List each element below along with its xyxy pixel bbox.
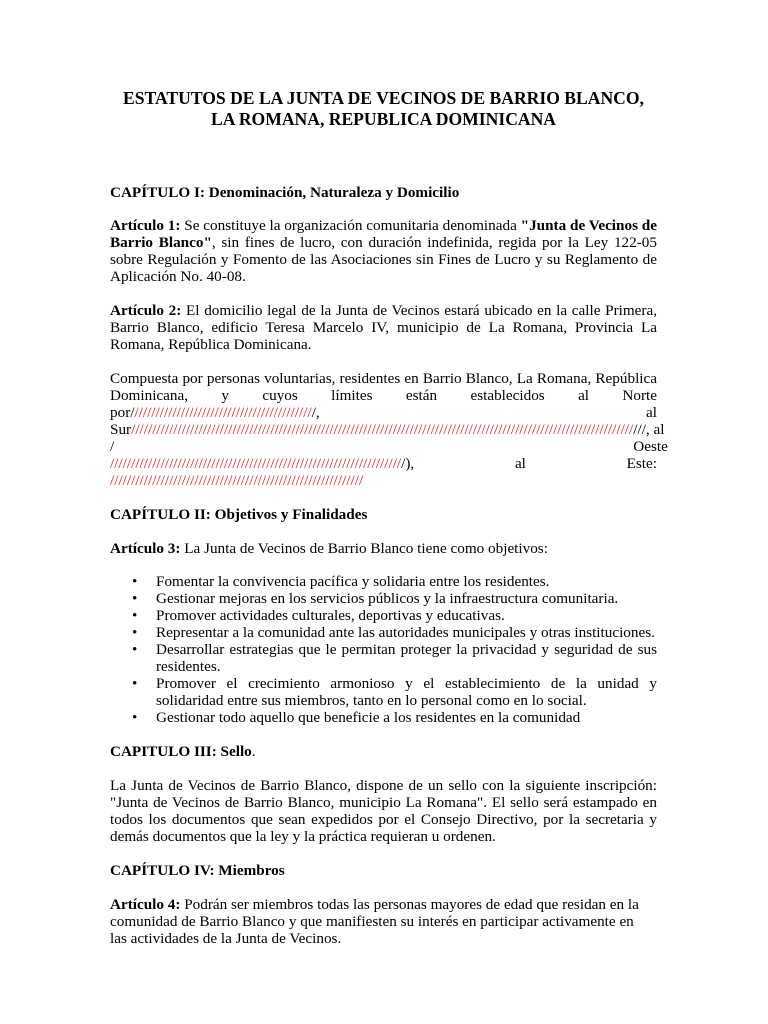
article-3-text: La Junta de Vecinos de Barrio Blanco tiene como objetivos: [180, 540, 548, 557]
document-body [110, 88, 668, 947]
sur-redacted: /////////////////////////////////////////////////////////////////////////////////////////////////////////////////////// [131, 421, 634, 438]
limits-sur-label: Sur / [110, 421, 132, 455]
article-1-text-b: , sin fines de lucro, con duración indefinida, regida por la Ley 122-05 sobre Regulación y Fomento de las Asociaciones sin Fines de Lucro y su Reglamento de Aplicación No. 40-08. [110, 234, 657, 285]
limits-al-2: al [514, 455, 526, 472]
sur-tail: ///, al Oeste [633, 421, 668, 455]
chapter-4-heading: CAPÍTULO IV: Miembros [110, 862, 285, 879]
title-line-1: ESTATUTOS DE LA JUNTA DE VECINOS DE BARRIO BLANCO, [123, 88, 644, 108]
article-1-text-a: Se constituye la organización comunitaria denominada [180, 217, 521, 234]
este-redacted: //////////////////////////////////////////////////////////// [110, 472, 364, 489]
limits-norte-line [110, 404, 657, 421]
oeste-tail: /), [401, 455, 415, 472]
title-line-2: LA ROMANA, REPUBLICA DOMINICANA [210, 109, 557, 129]
chapter-2-heading: CAPÍTULO II: Objetivos y Finalidades [110, 506, 368, 523]
article-1-label: Artículo 1: [110, 217, 181, 234]
chapter-3-text: La Junta de Vecinos de Barrio Blanco, dispone de un sello con la siguiente inscripción: "Junta de Vecinos de Barrio Blanco, municipio La Romana". El sello será estampado en todos los documentos que sean expedidos por el Consejo Directivo, por la secretaria y demás documentos que la ley y la práctica requieran u ordenen. [110, 777, 657, 845]
list-item: • Desarrollar estrategias que le permitan proteger la privacidad y seguridad de sus residentes. [156, 641, 657, 675]
article-4-label: Artículo 4: [110, 896, 181, 913]
limits-al-1: al [646, 404, 657, 421]
norte-tail: /, [311, 404, 320, 421]
document-title [90, 88, 677, 130]
limits-este: Este: [626, 455, 657, 472]
article-3 [110, 540, 657, 557]
chapter-3-heading-period: . [251, 743, 256, 760]
article-2-label: Artículo 2: [110, 302, 182, 319]
list-item: • Gestionar todo aquello que beneficie a los residentes en la comunidad [156, 709, 657, 726]
objectives-list [110, 573, 657, 726]
article-4-line-2: comunidad de Barrio Blanco y que manifiesten su interés en participar activamente en [110, 913, 634, 930]
list-item: • Promover el crecimiento armonioso y el establecimiento de la unidad y solidaridad entre sus miembros, tanto en lo personal como en lo social. [156, 675, 657, 709]
limits-por: por/ [110, 404, 135, 421]
limits-paragraph [110, 370, 668, 489]
article-4 [110, 896, 657, 947]
limits-este-line [110, 472, 657, 489]
chapter-3-heading [110, 743, 657, 760]
list-item: • Representar a la comunidad ante las autoridades municipales y otras instituciones. [156, 624, 657, 641]
limits-oeste-line [110, 455, 657, 472]
article-4-line-1: Podrán ser miembros todas las personas mayores de edad que residan en la [180, 896, 639, 913]
chapter-1-heading: CAPÍTULO I: Denominación, Naturaleza y Domicilio [110, 184, 460, 201]
limits-intro: Compuesta por personas voluntarias, residentes en Barrio Blanco, La Romana, República Dominicana, y cuyos límites están establecidos al Norte [110, 370, 657, 404]
list-item: • Promover actividades culturales, deportivas y educativas. [156, 607, 657, 624]
list-item: • Gestionar mejoras en los servicios públicos y la infraestructura comunitaria. [156, 590, 657, 607]
article-1-org-name: "Junta de Vecinos de Barrio Blanco" [110, 217, 657, 251]
oeste-redacted: ///////////////////////////////////////////////////////////////////// [110, 455, 402, 472]
limits-sur-line [110, 421, 668, 455]
article-1 [110, 217, 657, 285]
article-2-text: El domicilio legal de la Junta de Vecinos estará ubicado en la calle Primera, Barrio Blanco, edificio Teresa Marcelo IV, municipio de La Romana, Provincia La Romana, República Dominicana. [110, 302, 657, 353]
list-item: • Fomentar la convivencia pacífica y solidaria entre los residentes. [156, 573, 657, 590]
norte-redacted: ////////////////////////////////////////// [134, 404, 312, 421]
article-4-line-3: las actividades de la Junta de Vecinos. [110, 930, 342, 947]
article-2 [110, 302, 657, 353]
chapter-3-heading-text: CAPITULO III: Sello [110, 743, 252, 760]
article-3-label: Artículo 3: [110, 540, 181, 557]
